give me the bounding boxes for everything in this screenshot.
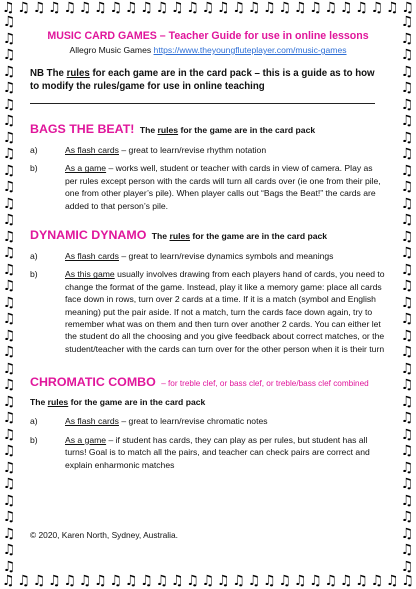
music-note-icon: ♫ (400, 179, 414, 195)
music-note-icon: ♫ (94, 0, 107, 16)
music-note-icon: ♫ (263, 0, 276, 16)
music-note-icon: ♫ (186, 0, 199, 16)
right-note-border (399, 14, 415, 575)
list-item-text (65, 144, 386, 156)
music-note-icon: ♫ (293, 573, 307, 589)
game-section-chromatic-combo (30, 375, 386, 471)
item-label: As this game (65, 269, 115, 280)
item-description: – great to learn/revise rhythm notation (118, 145, 267, 155)
music-note-icon: ♫ (2, 294, 16, 311)
music-note-icon: ♫ (400, 443, 414, 459)
music-note-icon: ♫ (109, 0, 123, 16)
music-note-icon: ♫ (400, 212, 414, 228)
list-item (30, 162, 386, 212)
rules-line-rules-word: rules (47, 397, 69, 408)
music-note-icon: ♫ (2, 278, 16, 294)
music-note-icon: ♫ (2, 47, 16, 63)
subtitle-rules-word: rules (157, 125, 179, 135)
music-note-icon: ♫ (170, 573, 184, 589)
item-label: As flash cards (65, 251, 119, 262)
music-note-icon: ♫ (400, 393, 414, 410)
music-note-icon: ♫ (401, 0, 414, 16)
music-note-icon: ♫ (2, 311, 16, 327)
music-note-icon: ♫ (2, 245, 16, 261)
music-note-icon: ♫ (2, 443, 16, 459)
left-note-border (1, 14, 17, 575)
music-note-icon: ♫ (140, 0, 153, 16)
music-note-icon: ♫ (2, 393, 16, 410)
music-note-icon: ♫ (400, 30, 414, 47)
music-note-icon: ♫ (385, 0, 399, 16)
music-note-icon: ♫ (140, 573, 153, 589)
music-note-icon: ♫ (2, 14, 16, 30)
music-note-icon: ♫ (109, 573, 123, 589)
item-description: – great to learn/revise chromatic notes (118, 416, 268, 427)
music-note-icon: ♫ (2, 0, 15, 16)
music-note-icon: ♫ (124, 0, 138, 16)
section-title (30, 375, 386, 389)
music-note-icon: ♫ (2, 80, 16, 96)
list-item-text (65, 415, 386, 427)
nb-note (30, 67, 386, 93)
music-note-icon: ♫ (370, 0, 384, 16)
list-item (30, 415, 386, 427)
music-note-icon: ♫ (2, 129, 16, 146)
music-note-icon: ♫ (63, 573, 76, 589)
music-note-icon: ♫ (324, 0, 338, 16)
publisher-line (30, 45, 386, 55)
music-note-icon: ♫ (401, 573, 414, 589)
music-note-icon: ♫ (2, 195, 16, 212)
music-note-icon: ♫ (2, 573, 15, 589)
list-item (30, 250, 386, 262)
music-note-icon: ♫ (2, 113, 16, 129)
item-label: As a game (65, 163, 107, 174)
music-note-icon: ♫ (48, 573, 61, 589)
list-marker: b) (30, 269, 38, 280)
music-note-icon: ♫ (155, 573, 169, 589)
game-title: CHROMATIC COMBO (30, 375, 156, 390)
music-note-icon: ♫ (2, 476, 16, 492)
music-note-icon: ♫ (324, 573, 338, 589)
subtitle-suffix: for the game are in the card pack (178, 125, 316, 135)
music-note-icon: ♫ (355, 573, 368, 589)
music-note-icon: ♫ (400, 311, 414, 327)
section-pink-subtitle: – for treble clef, or bass clef, or treble/bass clef combined (161, 379, 369, 389)
music-note-icon: ♫ (2, 179, 16, 195)
music-note-icon: ♫ (400, 195, 414, 212)
list-item (30, 434, 386, 471)
music-note-icon: ♫ (2, 96, 16, 113)
music-note-icon: ♫ (400, 410, 414, 426)
music-note-icon: ♫ (400, 245, 414, 261)
item-description: – if student has cards, they can play as per rules, but student has all turns! Goal is to match all the pairs, and teacher can check pairs are correct and explain enharmonic matches (65, 434, 370, 470)
music-note-icon: ♫ (78, 573, 92, 589)
music-note-icon: ♫ (400, 344, 414, 360)
nb-prefix: NB The (30, 68, 67, 79)
music-note-icon: ♫ (400, 542, 414, 558)
document-body (30, 22, 386, 552)
music-note-icon: ♫ (400, 14, 414, 30)
game-section-bags-the-beat (30, 122, 386, 212)
music-note-icon: ♫ (2, 30, 16, 47)
nb-suffix: for each game are in the card pack – this is a guide as to how to modify the rules/game for use in online teaching (30, 68, 375, 92)
item-label: As flash cards (65, 416, 119, 427)
music-note-icon: ♫ (186, 573, 199, 589)
divider-line (30, 103, 375, 104)
list-item (30, 144, 386, 156)
music-note-icon: ♫ (339, 0, 353, 16)
music-note-icon: ♫ (2, 377, 16, 393)
list-item-text (65, 268, 386, 355)
list-marker: a) (30, 145, 38, 155)
subtitle-rules-word: rules (169, 231, 191, 242)
item-description: usually involves drawing from each players hand of cards, you need to change the format of the game. Instead, play it like a memory game: place all cards face down in rows, turn over 2 cards at a time. If it is a match (symbol and English meaning) put the pair aside. If not a match, turn the cards face down again, try to remember what was on them and then turn over another 2 cards. You can either let the student do all the choosing and you give feedback about correct matches, or the student/teacher with the cards can turn over for the other person when it is their turn (65, 269, 385, 354)
music-note-icon: ♫ (400, 278, 414, 294)
music-note-icon: ♫ (2, 162, 16, 179)
music-note-icon: ♫ (309, 0, 322, 16)
item-label: As flash cards (65, 145, 119, 155)
rules-line (30, 397, 386, 407)
music-note-icon: ♫ (400, 377, 414, 393)
list-item-text (65, 434, 386, 471)
music-note-icon: ♫ (400, 294, 414, 311)
music-note-icon: ♫ (2, 228, 16, 245)
music-note-icon: ♫ (217, 573, 230, 589)
music-note-icon: ♫ (400, 261, 414, 278)
music-note-icon: ♫ (2, 426, 16, 443)
music-note-icon: ♫ (155, 0, 169, 16)
music-note-icon: ♫ (2, 525, 16, 542)
list-item-text (65, 250, 386, 262)
music-note-icon: ♫ (2, 327, 16, 344)
rules-line-suffix: for the game are in the card pack (68, 397, 206, 408)
top-note-border (0, 0, 416, 16)
music-note-icon: ♫ (17, 573, 30, 589)
music-note-icon: ♫ (293, 0, 307, 16)
music-note-icon: ♫ (400, 459, 414, 476)
section-title (30, 228, 386, 242)
music-note-icon: ♫ (400, 113, 414, 129)
music-note-icon: ♫ (370, 573, 384, 589)
music-note-icon: ♫ (48, 0, 61, 16)
music-note-icon: ♫ (339, 573, 353, 589)
page-title: MUSIC CARD GAMES – Teacher Guide for use in online lessons (47, 30, 369, 42)
publisher-name: Allegro Music Games (69, 45, 152, 55)
music-note-icon: ♫ (263, 573, 276, 589)
game-title: BAGS THE BEAT! (30, 122, 135, 136)
nb-rules-word: rules (66, 68, 90, 79)
music-note-icon: ♫ (2, 212, 16, 228)
game-section-dynamic-dynamo (30, 228, 386, 355)
music-note-icon: ♫ (400, 47, 414, 63)
music-note-icon: ♫ (217, 0, 230, 16)
section-title (30, 122, 386, 136)
music-note-icon: ♫ (400, 80, 414, 96)
list-marker: b) (30, 163, 38, 174)
music-note-icon: ♫ (32, 573, 46, 589)
music-note-icon: ♫ (400, 476, 414, 492)
music-note-icon: ♫ (385, 573, 399, 589)
music-note-icon: ♫ (2, 63, 16, 80)
music-note-icon: ♫ (2, 360, 16, 377)
list-marker: a) (30, 251, 38, 262)
music-note-icon: ♫ (2, 459, 16, 476)
subtitle-prefix: The (151, 231, 170, 242)
music-note-icon: ♫ (355, 0, 368, 16)
item-description: – works well, student or teacher with cards in view of camera. Play as per rules except person with the cards will turn all cards over (ie one from their pile, one from other player’s pile). When player calls out “Bags the Beat!” the cards are added to that person’s pile. (65, 163, 381, 211)
music-note-icon: ♫ (400, 492, 414, 509)
music-note-icon: ♫ (400, 558, 414, 575)
music-note-icon: ♫ (232, 0, 245, 16)
list-marker: a) (30, 416, 38, 427)
music-note-icon: ♫ (124, 573, 138, 589)
music-note-icon: ♫ (17, 0, 30, 16)
music-note-icon: ♫ (63, 0, 76, 16)
subtitle-prefix: The (139, 125, 158, 135)
music-note-icon: ♫ (400, 162, 414, 179)
rules-line-prefix: The (30, 397, 48, 408)
music-note-icon: ♫ (309, 573, 322, 589)
music-note-icon: ♫ (2, 542, 16, 558)
music-note-icon: ♫ (278, 573, 292, 589)
section-subtitle (140, 125, 315, 135)
music-note-icon: ♫ (2, 146, 16, 162)
music-note-icon: ♫ (2, 492, 16, 509)
game-title: DYNAMIC DYNAMO (30, 228, 147, 243)
music-note-icon: ♫ (2, 558, 16, 575)
list-item (30, 268, 386, 355)
music-note-icon: ♫ (400, 129, 414, 146)
music-note-icon: ♫ (400, 509, 414, 525)
music-note-icon: ♫ (400, 525, 414, 542)
music-note-icon: ♫ (201, 0, 215, 16)
music-note-icon: ♫ (2, 261, 16, 278)
music-note-icon: ♫ (400, 327, 414, 344)
music-note-icon: ♫ (400, 228, 414, 245)
item-description: – great to learn/revise dynamics symbols and meanings (118, 251, 334, 262)
music-note-icon: ♫ (94, 573, 107, 589)
music-note-icon: ♫ (2, 410, 16, 426)
music-note-icon: ♫ (201, 573, 215, 589)
list-marker: b) (30, 434, 38, 445)
music-note-icon: ♫ (247, 0, 261, 16)
music-note-icon: ♫ (170, 0, 184, 16)
publisher-link[interactable]: https://www.theyoungfluteplayer.com/music-games (153, 45, 347, 55)
music-note-icon: ♫ (400, 146, 414, 162)
list-item-text (65, 162, 386, 212)
music-note-icon: ♫ (400, 96, 414, 113)
music-note-icon: ♫ (2, 344, 16, 360)
music-note-icon: ♫ (78, 0, 92, 16)
music-note-icon: ♫ (400, 426, 414, 443)
music-note-icon: ♫ (32, 0, 46, 16)
subtitle-suffix: for the game are in the card pack (190, 231, 328, 242)
music-note-icon: ♫ (278, 0, 292, 16)
bottom-note-border (0, 573, 416, 589)
section-subtitle (152, 231, 327, 241)
music-note-icon: ♫ (2, 509, 16, 525)
music-note-icon: ♫ (247, 573, 261, 589)
music-note-icon: ♫ (232, 573, 245, 589)
item-label: As a game (65, 434, 107, 445)
music-note-icon: ♫ (400, 360, 414, 377)
copyright-footer: © 2020, Karen North, Sydney, Australia. (30, 530, 179, 540)
music-note-icon: ♫ (400, 63, 414, 80)
